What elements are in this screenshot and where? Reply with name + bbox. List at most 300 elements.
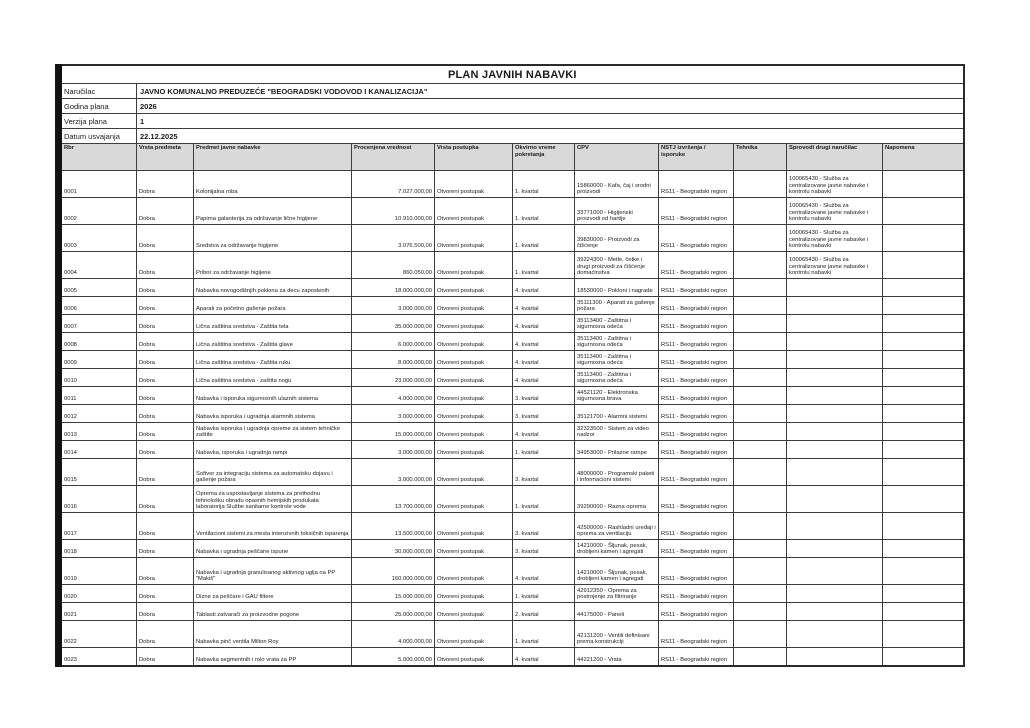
cell-nstj: RS11 - Beogradski region	[659, 387, 734, 405]
cell-sprovodi-drugi-narucilac	[787, 279, 883, 297]
cell-tehnika	[734, 315, 787, 333]
cell-tehnika	[734, 513, 787, 540]
table-row	[59, 333, 964, 351]
table-row	[59, 369, 964, 387]
cell-procenjena-vrednost: 35.000.000,00	[352, 315, 435, 333]
cell-predmet: Lična zaštitna sredstva - Zaštita glave	[194, 333, 352, 351]
cell-rbr: 0020	[59, 585, 137, 603]
cell-rbr: 0010	[59, 369, 137, 387]
cell-tehnika	[734, 252, 787, 279]
cell-procenjena-vrednost: 3.000.000,00	[352, 405, 435, 423]
table-row	[59, 441, 964, 459]
cell-nstj: RS11 - Beogradski region	[659, 297, 734, 315]
cell-napomena	[883, 198, 964, 225]
table-row	[59, 459, 964, 486]
cell-vrsta-postupka: Otvoreni postupak	[435, 225, 513, 252]
cell-predmet: Nabavka i ugradnja peščane ispune	[194, 540, 352, 558]
cell-okvirno-vreme: 1. kvartal	[513, 225, 575, 252]
cell-vrsta-predmeta: Dobra	[137, 603, 194, 621]
column-header-row	[59, 144, 964, 171]
cell-predmet: Oprema za uspostavljanje sistema za prethodnu tehnološku obradu opasnih hemijskih produkata laboratorija Službe sanitarne kontrole vode	[194, 486, 352, 513]
column-header-tehnika: Tehnika	[734, 144, 787, 171]
cell-vrsta-predmeta: Dobra	[137, 459, 194, 486]
meta-value-godina-plana: 2026	[137, 99, 964, 114]
cell-napomena	[883, 315, 964, 333]
cell-sprovodi-drugi-narucilac	[787, 405, 883, 423]
cell-vrsta-predmeta: Dobra	[137, 621, 194, 648]
cell-vrsta-predmeta: Dobra	[137, 648, 194, 666]
cell-napomena	[883, 540, 964, 558]
cell-predmet: Nabavka segmentnih i rolo vrata za PP	[194, 648, 352, 666]
cell-vrsta-postupka: Otvoreni postupak	[435, 423, 513, 441]
cell-rbr: 0017	[59, 513, 137, 540]
cell-tehnika	[734, 297, 787, 315]
cell-napomena	[883, 585, 964, 603]
cell-napomena	[883, 513, 964, 540]
cell-procenjena-vrednost: 3.076.500,00	[352, 225, 435, 252]
cell-cpv: 42912350 - Oprema za postrojenje za filtriranje	[575, 585, 659, 603]
cell-nstj: RS11 - Beogradski region	[659, 279, 734, 297]
cell-sprovodi-drugi-narucilac	[787, 603, 883, 621]
cell-napomena	[883, 171, 964, 198]
cell-okvirno-vreme: 1. kvartal	[513, 585, 575, 603]
cell-tehnika	[734, 423, 787, 441]
cell-vrsta-postupka: Otvoreni postupak	[435, 540, 513, 558]
cell-okvirno-vreme: 4. kvartal	[513, 351, 575, 369]
cell-vrsta-postupka: Otvoreni postupak	[435, 369, 513, 387]
cell-nstj: RS11 - Beogradski region	[659, 585, 734, 603]
cell-rbr: 0013	[59, 423, 137, 441]
cell-cpv: 44221200 - Vrata	[575, 648, 659, 666]
cell-sprovodi-drugi-narucilac	[787, 351, 883, 369]
cell-cpv: 32323500 - Sistem za video nadzor	[575, 423, 659, 441]
cell-nstj: RS11 - Beogradski region	[659, 225, 734, 252]
cell-sprovodi-drugi-narucilac	[787, 558, 883, 585]
cell-nstj: RS11 - Beogradski region	[659, 603, 734, 621]
cell-cpv: 39290000 - Razna oprema	[575, 486, 659, 513]
cell-okvirno-vreme: 3. kvartal	[513, 459, 575, 486]
procurement-table	[55, 64, 965, 667]
cell-vrsta-postupka: Otvoreni postupak	[435, 585, 513, 603]
cell-okvirno-vreme: 3. kvartal	[513, 540, 575, 558]
cell-vrsta-postupka: Otvoreni postupak	[435, 459, 513, 486]
column-header-napomena: Napomena	[883, 144, 964, 171]
cell-vrsta-predmeta: Dobra	[137, 441, 194, 459]
cell-vrsta-postupka: Otvoreni postupak	[435, 441, 513, 459]
cell-nstj: RS11 - Beogradski region	[659, 621, 734, 648]
cell-napomena	[883, 648, 964, 666]
cell-rbr: 0005	[59, 279, 137, 297]
cell-nstj: RS11 - Beogradski region	[659, 351, 734, 369]
meta-row	[59, 99, 964, 114]
cell-cpv: 48000000 - Programski paketi i informacioni sistemi	[575, 459, 659, 486]
cell-predmet: Dizne za peščare i GAU filtere	[194, 585, 352, 603]
cell-procenjena-vrednost: 30.000.000,00	[352, 540, 435, 558]
cell-vrsta-predmeta: Dobra	[137, 405, 194, 423]
cell-nstj: RS11 - Beogradski region	[659, 315, 734, 333]
cell-sprovodi-drugi-narucilac: 100065430 - Služba za centralizovane javne nabavke i kontrolu nabavki	[787, 171, 883, 198]
table-row	[59, 540, 964, 558]
cell-vrsta-postupka: Otvoreni postupak	[435, 315, 513, 333]
cell-okvirno-vreme: 1. kvartal	[513, 171, 575, 198]
cell-rbr: 0015	[59, 459, 137, 486]
cell-cpv: 14210000 - Šljunak, pesak, drobljeni kamen i agregati	[575, 558, 659, 585]
cell-procenjena-vrednost: 25.000.000,00	[352, 603, 435, 621]
cell-tehnika	[734, 459, 787, 486]
cell-nstj: RS11 - Beogradski region	[659, 486, 734, 513]
cell-nstj: RS11 - Beogradski region	[659, 459, 734, 486]
cell-rbr: 0004	[59, 252, 137, 279]
cell-tehnika	[734, 441, 787, 459]
cell-cpv: 35113400 - Zaštitna i sigurnosna odeća	[575, 333, 659, 351]
cell-rbr: 0009	[59, 351, 137, 369]
cell-predmet: Papirna galanterija za održavanje lične higijene	[194, 198, 352, 225]
cell-cpv: 42131200 - Ventili definisani prema konstrukciji	[575, 621, 659, 648]
cell-napomena	[883, 225, 964, 252]
cell-napomena	[883, 333, 964, 351]
cell-vrsta-postupka: Otvoreni postupak	[435, 648, 513, 666]
cell-vrsta-postupka: Otvoreni postupak	[435, 486, 513, 513]
cell-cpv: 35113400 - Zaštitna i sigurnosna odeća	[575, 315, 659, 333]
cell-rbr: 0018	[59, 540, 137, 558]
page-title: PLAN JAVNIH NABAVKI	[59, 65, 964, 84]
cell-predmet: Nabavka novogodišnjih poklona za decu zaposlenih	[194, 279, 352, 297]
column-header-predmet: Predmet javne nabavke	[194, 144, 352, 171]
table-row	[59, 387, 964, 405]
cell-cpv: 39830000 - Proizvodi za čišćenje	[575, 225, 659, 252]
cell-tehnika	[734, 171, 787, 198]
cell-okvirno-vreme: 3. kvartal	[513, 405, 575, 423]
cell-procenjena-vrednost: 13.700.000,00	[352, 486, 435, 513]
cell-tehnika	[734, 225, 787, 252]
cell-sprovodi-drugi-narucilac	[787, 648, 883, 666]
table-row	[59, 648, 964, 666]
cell-okvirno-vreme: 4. kvartal	[513, 279, 575, 297]
cell-tehnika	[734, 621, 787, 648]
cell-cpv: 42500000 - Rashladni uređaji i oprema za ventilaciju	[575, 513, 659, 540]
meta-value-datum-usvajanja: 22.12.2025	[137, 129, 964, 144]
cell-rbr: 0001	[59, 171, 137, 198]
cell-napomena	[883, 369, 964, 387]
cell-procenjena-vrednost: 4.000.000,00	[352, 621, 435, 648]
meta-label-verzija-plana: Verzija plana	[59, 114, 137, 129]
table-row	[59, 423, 964, 441]
cell-tehnika	[734, 585, 787, 603]
cell-sprovodi-drugi-narucilac: 100065430 - Služba za centralizovane javne nabavke i kontrolu nabavki	[787, 225, 883, 252]
cell-sprovodi-drugi-narucilac	[787, 315, 883, 333]
meta-label-datum-usvajanja: Datum usvajanja	[59, 129, 137, 144]
column-header-nstj: NSTJ izvršenja / isporuke	[659, 144, 734, 171]
cell-rbr: 0011	[59, 387, 137, 405]
cell-napomena	[883, 387, 964, 405]
column-header-procenjena-vrednost: Procenjena vrednost	[352, 144, 435, 171]
table-row	[59, 603, 964, 621]
cell-okvirno-vreme: 4. kvartal	[513, 315, 575, 333]
cell-rbr: 0002	[59, 198, 137, 225]
cell-vrsta-postupka: Otvoreni postupak	[435, 558, 513, 585]
cell-napomena	[883, 603, 964, 621]
cell-okvirno-vreme: 4. kvartal	[513, 297, 575, 315]
cell-napomena	[883, 441, 964, 459]
cell-napomena	[883, 459, 964, 486]
cell-cpv: 35111300 - Aparati za gašenje požara	[575, 297, 659, 315]
cell-rbr: 0019	[59, 558, 137, 585]
cell-predmet: Lična zaštitna sredstva - zaštita nogu	[194, 369, 352, 387]
cell-nstj: RS11 - Beogradski region	[659, 333, 734, 351]
cell-vrsta-postupka: Otvoreni postupak	[435, 279, 513, 297]
cell-rbr: 0016	[59, 486, 137, 513]
cell-vrsta-predmeta: Dobra	[137, 297, 194, 315]
cell-predmet: Aparati za početno gašenje požara	[194, 297, 352, 315]
cell-okvirno-vreme: 1. kvartal	[513, 486, 575, 513]
column-header-cpv: CPV	[575, 144, 659, 171]
meta-value-verzija-plana: 1	[137, 114, 964, 129]
table-row	[59, 351, 964, 369]
cell-okvirno-vreme: 2. kvartal	[513, 603, 575, 621]
table-row	[59, 513, 964, 540]
cell-sprovodi-drugi-narucilac	[787, 513, 883, 540]
cell-nstj: RS11 - Beogradski region	[659, 369, 734, 387]
cell-napomena	[883, 558, 964, 585]
cell-nstj: RS11 - Beogradski region	[659, 648, 734, 666]
cell-rbr: 0012	[59, 405, 137, 423]
cell-cpv: 44521120 - Elektronska sigurnosna brava	[575, 387, 659, 405]
cell-tehnika	[734, 351, 787, 369]
cell-procenjena-vrednost: 8.000.000,00	[352, 351, 435, 369]
cell-okvirno-vreme: 4. kvartal	[513, 423, 575, 441]
column-header-vrsta-predmeta: Vrsta predmeta	[137, 144, 194, 171]
cell-cpv: 14210000 - Šljunak, pesak, drobljeni kamen i agregati	[575, 540, 659, 558]
cell-sprovodi-drugi-narucilac	[787, 423, 883, 441]
table-row	[59, 297, 964, 315]
cell-rbr: 0003	[59, 225, 137, 252]
cell-predmet: Nabavka pinč ventila Milton Roy	[194, 621, 352, 648]
cell-predmet: Nabavka i ugradnja granulisanog aktivnog uglja na PP "Makiš"	[194, 558, 352, 585]
cell-nstj: RS11 - Beogradski region	[659, 198, 734, 225]
cell-procenjena-vrednost: 18.000.000,00	[352, 279, 435, 297]
cell-predmet: Nabavka isporuka i ugradnja opreme za sistem tehničke zaštite	[194, 423, 352, 441]
cell-napomena	[883, 621, 964, 648]
cell-napomena	[883, 252, 964, 279]
column-header-vrsta-postupka: Vrsta postupka	[435, 144, 513, 171]
cell-okvirno-vreme: 4. kvartal	[513, 648, 575, 666]
cell-okvirno-vreme: 4. kvartal	[513, 558, 575, 585]
table-row	[59, 252, 964, 279]
cell-vrsta-postupka: Otvoreni postupak	[435, 351, 513, 369]
cell-okvirno-vreme: 3. kvartal	[513, 513, 575, 540]
cell-vrsta-predmeta: Dobra	[137, 252, 194, 279]
table-row	[59, 621, 964, 648]
cell-vrsta-predmeta: Dobra	[137, 315, 194, 333]
cell-rbr: 0022	[59, 621, 137, 648]
cell-vrsta-predmeta: Dobra	[137, 225, 194, 252]
cell-napomena	[883, 351, 964, 369]
table-row	[59, 279, 964, 297]
cell-procenjena-vrednost: 4.000.000,00	[352, 387, 435, 405]
cell-tehnika	[734, 369, 787, 387]
cell-cpv: 44175000 - Paneli	[575, 603, 659, 621]
cell-procenjena-vrednost: 5.000.000,00	[352, 648, 435, 666]
cell-vrsta-postupka: Otvoreni postupak	[435, 621, 513, 648]
title-row	[59, 65, 964, 84]
cell-tehnika	[734, 603, 787, 621]
cell-vrsta-postupka: Otvoreni postupak	[435, 198, 513, 225]
column-header-rbr: Rbr	[59, 144, 137, 171]
cell-nstj: RS11 - Beogradski region	[659, 405, 734, 423]
cell-tehnika	[734, 540, 787, 558]
cell-vrsta-predmeta: Dobra	[137, 198, 194, 225]
cell-vrsta-postupka: Otvoreni postupak	[435, 252, 513, 279]
cell-sprovodi-drugi-narucilac	[787, 621, 883, 648]
cell-vrsta-predmeta: Dobra	[137, 540, 194, 558]
cell-vrsta-postupka: Otvoreni postupak	[435, 405, 513, 423]
cell-cpv: 18530000 - Pokloni i nagrade	[575, 279, 659, 297]
cell-procenjena-vrednost: 860.050,00	[352, 252, 435, 279]
table-row	[59, 225, 964, 252]
cell-sprovodi-drugi-narucilac: 100065430 - Služba za centralizovane javne nabavke i kontrolu nabavki	[787, 198, 883, 225]
cell-nstj: RS11 - Beogradski region	[659, 513, 734, 540]
cell-okvirno-vreme: 1. kvartal	[513, 198, 575, 225]
cell-napomena	[883, 423, 964, 441]
cell-okvirno-vreme: 3. kvartal	[513, 387, 575, 405]
cell-nstj: RS11 - Beogradski region	[659, 252, 734, 279]
cell-predmet: Softver za integraciju sistema za automatsku dojavu i gašenje požara	[194, 459, 352, 486]
cell-cpv: 15860000 - Kafa, čaj i srodni proizvodi	[575, 171, 659, 198]
table-row	[59, 558, 964, 585]
cell-vrsta-predmeta: Dobra	[137, 558, 194, 585]
cell-rbr: 0006	[59, 297, 137, 315]
meta-label-godina-plana: Godina plana	[59, 99, 137, 114]
cell-vrsta-predmeta: Dobra	[137, 486, 194, 513]
cell-vrsta-postupka: Otvoreni postupak	[435, 333, 513, 351]
cell-procenjena-vrednost: 6.000.000,00	[352, 333, 435, 351]
cell-procenjena-vrednost: 13.500.000,00	[352, 513, 435, 540]
cell-sprovodi-drugi-narucilac	[787, 369, 883, 387]
cell-napomena	[883, 405, 964, 423]
cell-predmet: Lična zaštitna sredstva - Zaštita ruku	[194, 351, 352, 369]
table-row	[59, 486, 964, 513]
cell-sprovodi-drugi-narucilac	[787, 585, 883, 603]
cell-vrsta-predmeta: Dobra	[137, 369, 194, 387]
cell-rbr: 0014	[59, 441, 137, 459]
meta-label-narucilac: Naručilac	[59, 84, 137, 99]
table-row	[59, 585, 964, 603]
cell-rbr: 0021	[59, 603, 137, 621]
meta-value-narucilac: JAVNO KOMUNALNO PREDUZEĆE "BEOGRADSKI VODOVOD I KANALIZACIJA"	[137, 84, 964, 99]
cell-okvirno-vreme: 4. kvartal	[513, 369, 575, 387]
cell-napomena	[883, 279, 964, 297]
cell-vrsta-predmeta: Dobra	[137, 513, 194, 540]
cell-vrsta-predmeta: Dobra	[137, 585, 194, 603]
cell-nstj: RS11 - Beogradski region	[659, 423, 734, 441]
cell-procenjena-vrednost: 3.000.000,00	[352, 297, 435, 315]
cell-tehnika	[734, 387, 787, 405]
cell-okvirno-vreme: 1. kvartal	[513, 252, 575, 279]
cell-cpv: 35113400 - Zaštitna i sigurnosna odeća	[575, 351, 659, 369]
cell-vrsta-postupka: Otvoreni postupak	[435, 513, 513, 540]
cell-procenjena-vrednost: 3.000.000,00	[352, 459, 435, 486]
cell-predmet: Pribor za održavanje higijene	[194, 252, 352, 279]
cell-nstj: RS11 - Beogradski region	[659, 558, 734, 585]
cell-procenjena-vrednost: 7.027.000,00	[352, 171, 435, 198]
cell-nstj: RS11 - Beogradski region	[659, 171, 734, 198]
cell-vrsta-postupka: Otvoreni postupak	[435, 297, 513, 315]
cell-rbr: 0007	[59, 315, 137, 333]
cell-nstj: RS11 - Beogradski region	[659, 540, 734, 558]
procurement-plan-page	[55, 64, 965, 667]
cell-cpv: 35113400 - Zaštitna i sigurnosna odeća	[575, 369, 659, 387]
cell-cpv: 39224300 - Metle, četke i drugi proizvodi za čišćenje domaćinstva	[575, 252, 659, 279]
cell-tehnika	[734, 405, 787, 423]
table-row	[59, 171, 964, 198]
cell-okvirno-vreme: 4. kvartal	[513, 333, 575, 351]
cell-cpv: 33771000 - Higijenski proizvodi od hartije	[575, 198, 659, 225]
cell-tehnika	[734, 333, 787, 351]
table-row	[59, 315, 964, 333]
cell-procenjena-vrednost: 23.000.000,00	[352, 369, 435, 387]
cell-procenjena-vrednost: 15.000.000,00	[352, 585, 435, 603]
cell-procenjena-vrednost: 3.000.000,00	[352, 441, 435, 459]
table-row	[59, 405, 964, 423]
cell-vrsta-predmeta: Dobra	[137, 423, 194, 441]
cell-sprovodi-drugi-narucilac	[787, 387, 883, 405]
cell-okvirno-vreme: 1. kvartal	[513, 441, 575, 459]
column-header-sprovodi-drugi-narucilac: Sprovodi drugi naručilac	[787, 144, 883, 171]
cell-vrsta-predmeta: Dobra	[137, 387, 194, 405]
cell-okvirno-vreme: 1. kvartal	[513, 621, 575, 648]
cell-rbr: 0023	[59, 648, 137, 666]
cell-tehnika	[734, 279, 787, 297]
cell-vrsta-postupka: Otvoreni postupak	[435, 387, 513, 405]
cell-predmet: Nabavka, isporuka i ugradnja rampi	[194, 441, 352, 459]
cell-sprovodi-drugi-narucilac	[787, 441, 883, 459]
cell-vrsta-postupka: Otvoreni postupak	[435, 603, 513, 621]
cell-vrsta-predmeta: Dobra	[137, 171, 194, 198]
cell-sprovodi-drugi-narucilac: 100065430 - Služba za centralizovane javne nabavke i kontrolu nabavki	[787, 252, 883, 279]
cell-sprovodi-drugi-narucilac	[787, 459, 883, 486]
cell-procenjena-vrednost: 15.000.000,00	[352, 423, 435, 441]
cell-vrsta-postupka: Otvoreni postupak	[435, 171, 513, 198]
cell-predmet: Lična zaštitna sredstva - Zaštita tela	[194, 315, 352, 333]
cell-tehnika	[734, 198, 787, 225]
cell-sprovodi-drugi-narucilac	[787, 486, 883, 513]
cell-cpv: 34953000 - Prilazne rampe	[575, 441, 659, 459]
cell-napomena	[883, 297, 964, 315]
cell-napomena	[883, 486, 964, 513]
cell-vrsta-predmeta: Dobra	[137, 351, 194, 369]
cell-vrsta-predmeta: Dobra	[137, 333, 194, 351]
cell-sprovodi-drugi-narucilac	[787, 540, 883, 558]
cell-predmet: Nabavka i isporuka sigurnosnih ulaznih sistema	[194, 387, 352, 405]
cell-procenjena-vrednost: 160.000.000,00	[352, 558, 435, 585]
cell-sprovodi-drugi-narucilac	[787, 297, 883, 315]
meta-row	[59, 114, 964, 129]
meta-row	[59, 84, 964, 99]
cell-predmet: Sredstva za održavanje higijene	[194, 225, 352, 252]
cell-cpv: 35121700 - Alarmni sistemi	[575, 405, 659, 423]
cell-procenjena-vrednost: 10.910.000,00	[352, 198, 435, 225]
cell-rbr: 0008	[59, 333, 137, 351]
meta-row	[59, 129, 964, 144]
cell-tehnika	[734, 648, 787, 666]
table-row	[59, 198, 964, 225]
cell-vrsta-predmeta: Dobra	[137, 279, 194, 297]
cell-tehnika	[734, 558, 787, 585]
cell-predmet: Ventilacioni sistemi za mesta intenzivnih toksičnih isparenja	[194, 513, 352, 540]
cell-sprovodi-drugi-narucilac	[787, 333, 883, 351]
cell-predmet: Tablasti zatvarači za proizvodne pogone	[194, 603, 352, 621]
cell-predmet: Nabavka isporuka i ugradnja alarmnih sistema	[194, 405, 352, 423]
